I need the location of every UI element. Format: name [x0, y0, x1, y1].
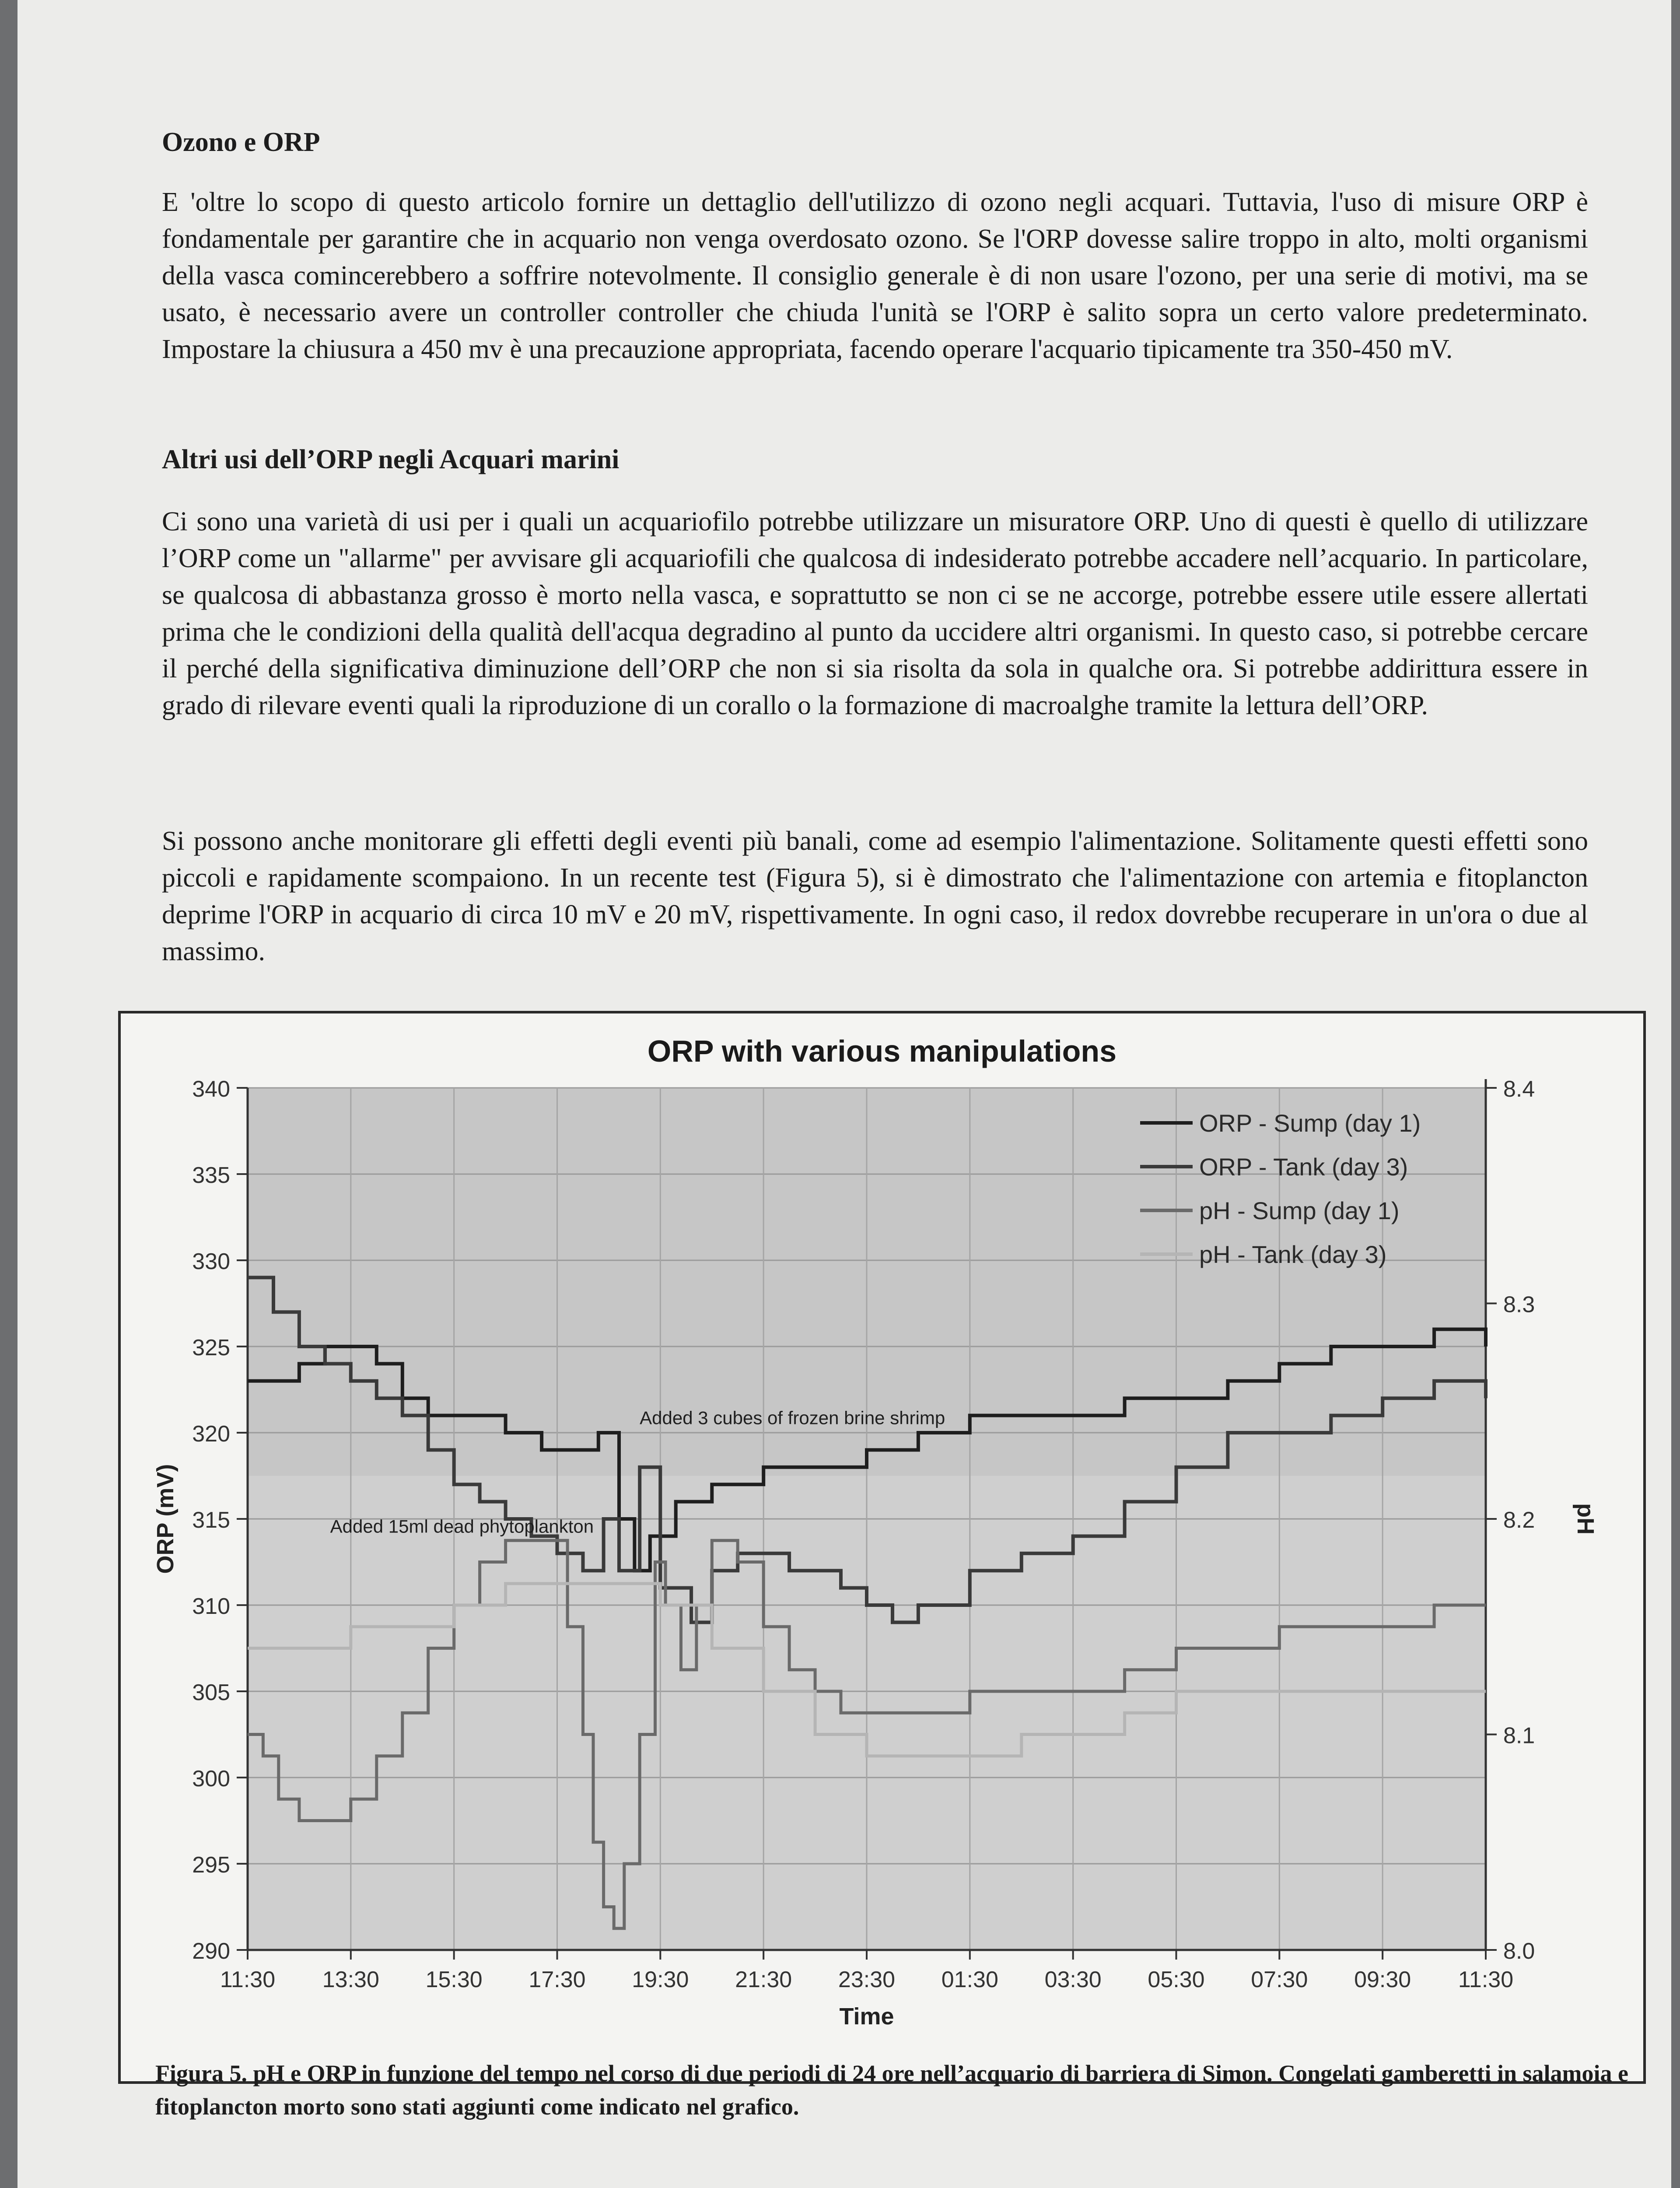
- x-tick-label: 21:30: [735, 1967, 792, 1992]
- y-tick-label: 325: [192, 1335, 230, 1360]
- x-tick-label: 19:30: [632, 1967, 689, 1992]
- y-tick-label: 335: [192, 1163, 230, 1188]
- y2-tick-label: 8.4: [1503, 1076, 1535, 1102]
- x-tick-label: 01:30: [941, 1967, 998, 1992]
- y2-tick-label: 8.2: [1503, 1508, 1535, 1533]
- paper-sheet: [18, 0, 1671, 2188]
- x-tick-label: 13:30: [322, 1967, 379, 1992]
- y-axis-label: ORP (mV): [152, 1464, 178, 1574]
- y2-axis-label: pH: [1572, 1503, 1599, 1535]
- paragraph-ozone: E 'oltre lo scopo di questo articolo fornire un dettaglio dell'utilizzo di ozono negli acquari. Tuttavia, l'uso di misure ORP è fondamentale per garantire che in acquario non venga overdosato ozono. Se l'ORP dovesse salire troppo in alto, molti organismi della vasca comincerebbero a soffrire notevolmente. Il consiglio generale è di non usare l'ozono, per una serie di motivi, ma se usato, è necessario avere un controller controller che chiuda l'unità se l'ORP è salito sopra un certo valore predeterminato. Impostare la chiusura a 450 mv è una precauzione appropriata, facendo operare l'acquario tipicamente tra 350-450 mV.: [162, 187, 1588, 364]
- y-tick-label: 310: [192, 1594, 230, 1619]
- legend-entry: pH - Tank (day 3): [1199, 1241, 1387, 1268]
- y-tick-label: 305: [192, 1680, 230, 1705]
- chart-annotation-2: Added 15ml dead phytoplankton: [330, 1516, 594, 1537]
- x-tick-label: 09:30: [1354, 1967, 1411, 1992]
- legend-entry: pH - Sump (day 1): [1199, 1197, 1400, 1224]
- x-tick-label: 03:30: [1044, 1967, 1102, 1992]
- x-tick-label: 07:30: [1251, 1967, 1308, 1992]
- x-tick-label: 05:30: [1148, 1967, 1205, 1992]
- x-tick-label: 17:30: [528, 1967, 586, 1992]
- orp-chart-svg: [121, 1013, 1643, 2081]
- section-heading-orp-uses: Altri usi dell’ORP negli Acquari marini: [162, 445, 620, 474]
- y-tick-label: 295: [192, 1852, 230, 1878]
- y2-tick-label: 8.0: [1503, 1939, 1535, 1964]
- figure-label: Figura 5.: [155, 2060, 247, 2086]
- x-tick-label: 15:30: [425, 1967, 483, 1992]
- y2-tick-label: 8.3: [1503, 1292, 1535, 1318]
- y-tick-label: 290: [192, 1939, 230, 1964]
- chart-title: ORP with various manipulations: [647, 1034, 1117, 1068]
- x-tick-label: 23:30: [838, 1967, 896, 1992]
- y-tick-label: 315: [192, 1508, 230, 1533]
- y-tick-label: 330: [192, 1249, 230, 1274]
- x-tick-label: 11:30: [1458, 1967, 1514, 1992]
- legend-entry: ORP - Tank (day 3): [1199, 1153, 1408, 1181]
- y-tick-label: 340: [192, 1076, 230, 1102]
- y2-tick-label: 8.1: [1503, 1723, 1535, 1749]
- paragraph-orp-uses: Ci sono una varietà di usi per i quali un acquariofilo potrebbe utilizzare un misuratore ORP. Uno di questi è quello di utilizzare l’ORP come un "allarme" per avvisare gli acquariofili che qualcosa di indesiderato potrebbe accadere nell’acquario. In particolare, se qualcosa di abbastanza grosso è morto nella vasca, e soprattutto se non ci se ne accorge, potrebbe essere utile essere allertati prima che le condizioni della qualità dell'acqua degradino al punto da uccidere altri organismi. In questo caso, si potrebbe cercare il perché della significativa diminuzione dell’ORP che non si sia risolta da sola in qualche ora. Si potrebbe addirittura essere in grado di rilevare eventi quali la riproduzione di un corallo o la formazione di macroalghe tramite la lettura dell’ORP.: [162, 507, 1588, 720]
- figure-5-chart: [118, 1011, 1646, 2084]
- chart-annotation-1: Added 3 cubes of frozen brine shrimp: [640, 1407, 945, 1428]
- figure-caption: [155, 2057, 1660, 2123]
- y-tick-label: 300: [192, 1766, 230, 1792]
- figure-caption-text: pH e ORP in funzione del tempo nel corso di due periodi di 24 ore nell’acquario di barriera di Simon. Congelati gamberetti in salamoia e fitoplancton morto sono stati aggiunti come indicato nel grafico.: [155, 2060, 1628, 2120]
- x-tick-label: 11:30: [220, 1967, 276, 1992]
- y-tick-label: 320: [192, 1421, 230, 1447]
- legend-entry: ORP - Sump (day 1): [1199, 1109, 1421, 1137]
- paragraph-feeding: Si possono anche monitorare gli effetti degli eventi più banali, come ad esempio l'alimentazione. Solitamente questi effetti sono piccoli e rapidamente scompaiono. In un recente test (Figura 5), si è dimostrato che l'alimentazione con artemia e fitoplancton deprime l'ORP in acquario di circa 10 mV e 20 mV, rispettivamente. In ogni caso, il redox dovrebbe recuperare in un'ora o due al massimo.: [162, 826, 1588, 966]
- x-axis-label: Time: [839, 2003, 894, 2030]
- section-heading-ozone: Ozono e ORP: [162, 127, 320, 157]
